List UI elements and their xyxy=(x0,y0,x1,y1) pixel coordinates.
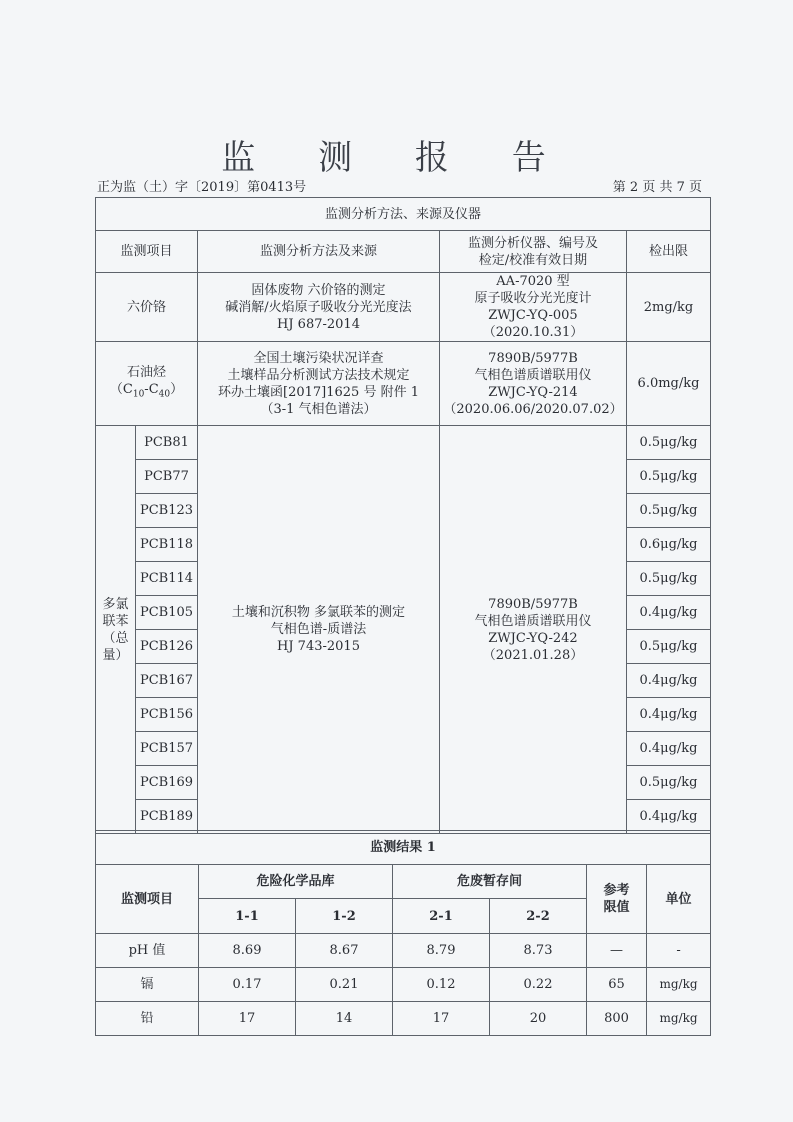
cr6-instrument-line1: AA-7020 型 xyxy=(496,274,570,289)
header-instrument-line2: 检定/校准有效日期 xyxy=(478,252,588,268)
results-header-unit: 单位 xyxy=(647,865,711,934)
cr6-method-line3: HJ 687-2014 xyxy=(277,316,360,332)
pcb-limit: 0.4μg/kg xyxy=(627,664,711,698)
pcb-instrument-line1: 7890B/5977B xyxy=(488,596,578,612)
pcb-limit: 0.5μg/kg xyxy=(627,460,711,494)
results-header-ref xyxy=(587,865,647,934)
result-value: 0.21 xyxy=(296,968,393,1002)
pcb-name: PCB169 xyxy=(136,766,198,800)
pcb-group-label xyxy=(96,426,136,834)
pcb-limit: 0.5μg/kg xyxy=(627,494,711,528)
methods-table xyxy=(95,197,711,834)
result-value: 14 xyxy=(296,1002,393,1036)
petroleum-instrument xyxy=(440,342,627,426)
methods-caption: 监测分析方法、来源及仪器 xyxy=(96,198,711,231)
result-value: 17 xyxy=(393,1002,490,1036)
results-header-sample: 1-2 xyxy=(296,899,393,934)
result-ref: 65 xyxy=(587,968,647,1002)
results-header-row-1 xyxy=(96,865,711,899)
results-header-ref-line1: 参考 xyxy=(603,883,630,898)
pcb-name: PCB157 xyxy=(136,732,198,766)
pcb-name: PCB77 xyxy=(136,460,198,494)
pcb-row xyxy=(96,426,711,460)
results-header-sample: 2-2 xyxy=(490,899,587,934)
petroleum-instrument-line3: ZWJC-YQ-214 xyxy=(488,384,578,400)
pcb-group-line1: 多氯 xyxy=(102,596,129,612)
petroleum-method-line4: （3-1 气相色谱法） xyxy=(260,401,377,417)
results-header-ref-line2: 限值 xyxy=(603,900,630,915)
pcb-name: PCB114 xyxy=(136,562,198,596)
result-ref: 800 xyxy=(587,1002,647,1036)
pcb-limit: 0.4μg/kg xyxy=(627,800,711,834)
pcb-name: PCB123 xyxy=(136,494,198,528)
pcb-name: PCB105 xyxy=(136,596,198,630)
header-instrument xyxy=(440,231,627,273)
header-method: 监测分析方法及来源 xyxy=(198,231,440,273)
results-caption: 监测结果 1 xyxy=(96,831,711,865)
pcb-limit: 0.4μg/kg xyxy=(627,596,711,630)
pcb-method-line1: 土壤和沉积物 多氯联苯的测定 xyxy=(231,605,406,620)
petroleum-method-line3: 环办土壤函[2017]1625 号 附件 1 xyxy=(218,384,419,400)
pcb-limit: 0.5μg/kg xyxy=(627,426,711,460)
pcb-instrument xyxy=(440,426,627,834)
row-cr6 xyxy=(96,273,711,342)
methods-header-row xyxy=(96,231,711,273)
result-unit: mg/kg xyxy=(647,1002,711,1036)
header-limit: 检出限 xyxy=(627,231,711,273)
cr6-instrument-line2: 原子吸收分光光度计 xyxy=(474,291,592,306)
pcb-limit: 0.5μg/kg xyxy=(627,766,711,800)
petroleum-instrument-line1: 7890B/5977B xyxy=(488,350,578,366)
pcb-group-line2: 联苯 xyxy=(102,613,129,629)
result-value: 8.79 xyxy=(393,934,490,968)
pcb-group-line4: 量） xyxy=(102,647,129,663)
result-row-ph xyxy=(96,934,711,968)
result-row-cd xyxy=(96,968,711,1002)
pcb-limit: 0.6μg/kg xyxy=(627,528,711,562)
report-number: 正为监（土）字〔2019〕第0413号 xyxy=(97,180,307,195)
results-header-sample: 2-1 xyxy=(393,899,490,934)
pcb-name: PCB118 xyxy=(136,528,198,562)
petroleum-instrument-line4: （2020.06.06/2020.07.02） xyxy=(443,401,623,417)
petroleum-limit: 6.0mg/kg xyxy=(627,342,711,426)
petroleum-instrument-line2: 气相色谱质谱联用仪 xyxy=(474,367,592,383)
result-value: 8.73 xyxy=(490,934,587,968)
pcb-name: PCB126 xyxy=(136,630,198,664)
results-caption-row xyxy=(96,831,711,865)
cr6-limit: 2mg/kg xyxy=(627,273,711,342)
results-header-group1: 危险化学品库 xyxy=(199,865,393,899)
pcb-method-line3: HJ 743-2015 xyxy=(277,639,360,654)
result-value: 20 xyxy=(490,1002,587,1036)
result-item: 镉 xyxy=(96,968,199,1002)
pcb-name: PCB189 xyxy=(136,800,198,834)
result-ref: — xyxy=(587,934,647,968)
methods-caption-row xyxy=(96,198,711,231)
pcb-limit: 0.5μg/kg xyxy=(627,630,711,664)
header-instrument-line1: 监测分析仪器、编号及 xyxy=(467,235,598,251)
petroleum-range: $(C_{10}-C_{40})$ xyxy=(109,381,184,400)
results-header-sample: 1-1 xyxy=(199,899,296,934)
cr6-name: 六价铬 xyxy=(96,273,198,342)
petroleum-method-line1: 全国土壤污染状况详查 xyxy=(253,350,384,366)
page-indicator: 第 2 页 共 7 页 xyxy=(612,180,702,195)
header-item: 监测项目 xyxy=(96,231,198,273)
result-value: 8.67 xyxy=(296,934,393,968)
result-value: 0.22 xyxy=(490,968,587,1002)
result-value: 17 xyxy=(199,1002,296,1036)
pcb-limit: 0.5μg/kg xyxy=(627,562,711,596)
pcb-name: PCB167 xyxy=(136,664,198,698)
petroleum-label: 石油烃 xyxy=(126,364,166,380)
cr6-method xyxy=(198,273,440,342)
pcb-group-line3: （总 xyxy=(102,630,129,646)
results-header-group2: 危废暂存间 xyxy=(393,865,587,899)
result-item: pH 值 xyxy=(96,934,199,968)
pcb-name: PCB156 xyxy=(136,698,198,732)
results-table xyxy=(95,830,711,1036)
cr6-method-line2: 碱消解/火焰原子吸收分光光度法 xyxy=(225,299,412,315)
result-unit: - xyxy=(647,934,711,968)
cr6-instrument xyxy=(440,273,627,342)
petroleum-method-line2: 土壤样品分析测试方法技术规定 xyxy=(227,367,410,383)
pcb-method-line2: 气相色谱-质谱法 xyxy=(270,622,367,637)
result-row-pb xyxy=(96,1002,711,1036)
result-value: 0.12 xyxy=(393,968,490,1002)
petroleum-method xyxy=(198,342,440,426)
pcb-name: PCB81 xyxy=(136,426,198,460)
row-petroleum xyxy=(96,342,711,426)
result-value: 8.69 xyxy=(199,934,296,968)
page-title: 监 测 报 告 xyxy=(221,138,572,178)
petroleum-name xyxy=(96,342,198,426)
result-value: 0.17 xyxy=(199,968,296,1002)
pcb-limit: 0.4μg/kg xyxy=(627,698,711,732)
pcb-limit: 0.4μg/kg xyxy=(627,732,711,766)
result-unit: mg/kg xyxy=(647,968,711,1002)
result-item: 铅 xyxy=(96,1002,199,1036)
pcb-method xyxy=(198,426,440,834)
cr6-instrument-line3: ZWJC-YQ-005（2020.10.31） xyxy=(482,308,584,340)
pcb-instrument-line3: ZWJC-YQ-242（2021.01.28） xyxy=(482,630,584,663)
pcb-instrument-line2: 气相色谱质谱联用仪 xyxy=(474,613,592,629)
cr6-method-line1: 固体废物 六价铬的测定 xyxy=(251,282,386,298)
results-header-item: 监测项目 xyxy=(96,865,199,934)
